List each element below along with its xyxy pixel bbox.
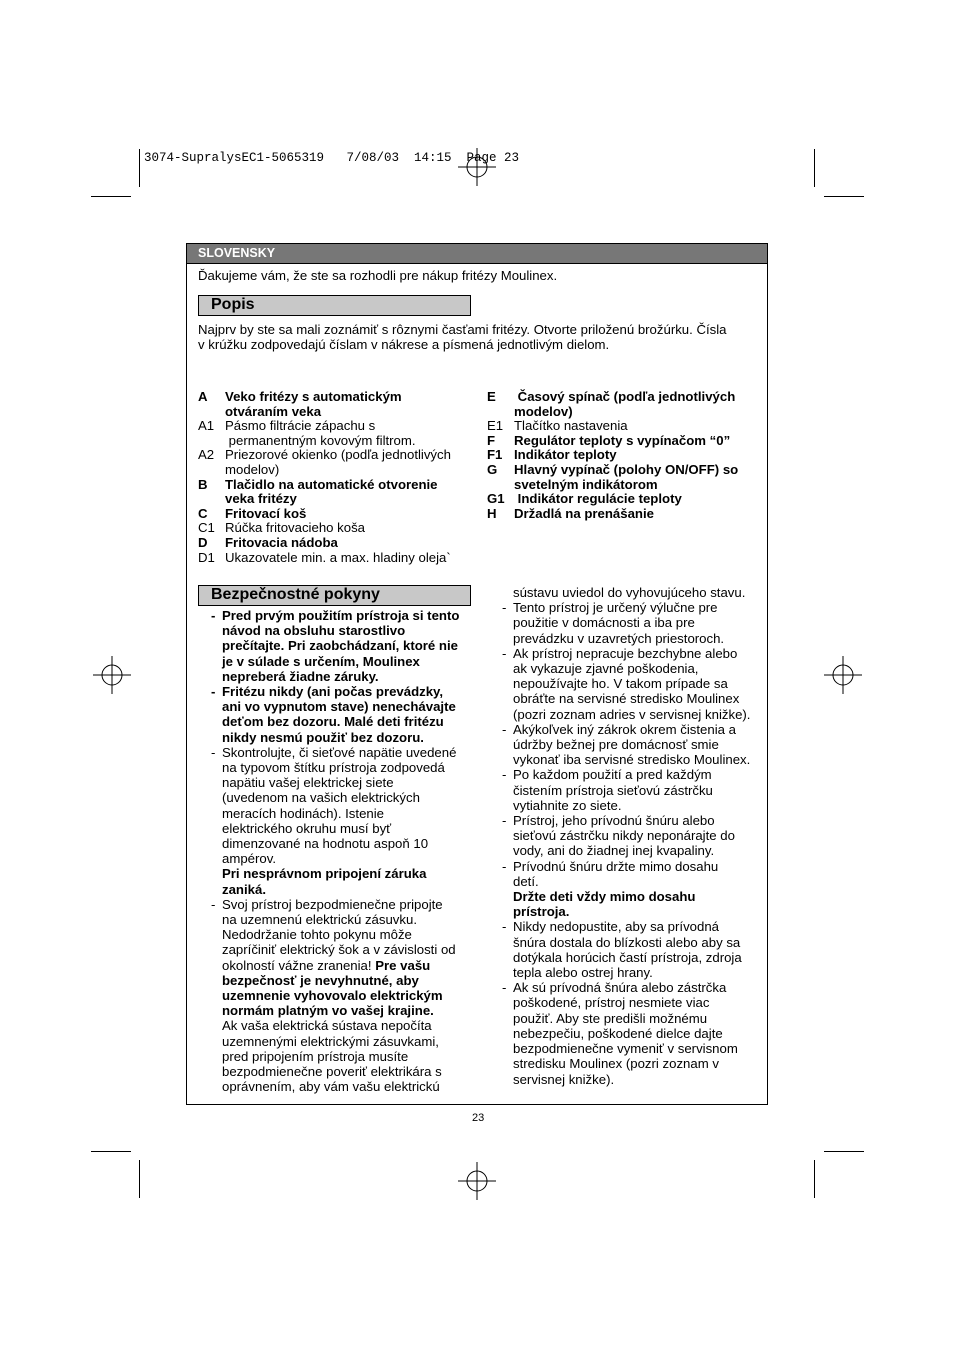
part-label-line: Fritovacia nádoba	[225, 535, 338, 550]
part-label-line: modelov)	[514, 403, 573, 419]
bullet-dash: -	[502, 858, 507, 874]
part-label-line: Priezorové okienko (podľa jednotlivých	[225, 447, 451, 463]
part-label	[514, 434, 730, 449]
safety-item	[502, 919, 764, 980]
parts-list-right	[487, 390, 767, 530]
safety-line: stredisku Moulinex (pozri zoznam v	[513, 1056, 719, 1072]
safety-line: uzemnenými elektrickými zásuvkami,	[222, 1033, 439, 1049]
part-label	[225, 419, 416, 448]
safety-line: je v súlade s určením, Moulinex	[222, 653, 420, 669]
part-key: E1	[487, 418, 504, 434]
safety-item	[502, 813, 764, 859]
safety-line: ampérov.	[222, 851, 276, 867]
safety-line: bezpečnosť je nevyhnutné, aby	[222, 972, 419, 988]
crop-mark	[824, 1151, 864, 1152]
section-heading-safety	[198, 585, 471, 606]
safety-item	[502, 600, 764, 646]
safety-item	[502, 722, 764, 768]
safety-line	[222, 958, 473, 973]
print-slug: 3074-SupralysEC1-5065319 7/08/03 14:15 Page 23	[144, 151, 520, 165]
part-label-line: Tlačidlo na automatické otvorenie	[225, 476, 438, 492]
safety-line: vody, ani do žiadnej inej kvapaliny.	[513, 843, 715, 859]
safety-line: Po každom použití a pred každým	[513, 767, 712, 783]
part-label-line: Indikátor teploty	[514, 447, 617, 463]
bullet-dash: -	[502, 919, 507, 935]
safety-line: uzemnenie vyhovovalo elektrickým	[222, 988, 443, 1004]
safety-line: vykonať iba servisné stredisko Moulinex.	[513, 752, 751, 768]
safety-line: Držte deti vždy mimo dosahu	[513, 889, 696, 905]
crop-mark	[139, 1160, 140, 1198]
paragraph-line: v krúžku zodpovedajú číslam v nákrese a písmená jednotlivým dielom.	[198, 337, 610, 353]
safety-line: bezpodmienečne poveriť elektrikára s	[222, 1064, 442, 1080]
safety-line: servisnej knižke).	[513, 1071, 615, 1087]
part-key: F1	[487, 447, 503, 463]
safety-line: (uvedenom na vašich elektrických	[222, 790, 420, 806]
part-label	[514, 390, 735, 419]
safety-line: Ak vaša elektrická sústava nepočíta	[222, 1018, 432, 1034]
part-key: A	[198, 389, 208, 404]
popis-paragraph	[198, 322, 758, 352]
safety-line: prístroja.	[513, 904, 570, 920]
safety-line: zaniká.	[222, 881, 266, 897]
safety-line: Fritézu nikdy (ani počas prevádzky,	[222, 684, 444, 700]
safety-line: pred pripojením prístroja musíte	[222, 1048, 409, 1064]
safety-column-left	[211, 608, 473, 1095]
section-title: Popis	[211, 296, 255, 313]
safety-line: oprávnením, aby vám vašu elektrickú	[222, 1079, 440, 1095]
safety-line: nebezpečiu, poškodené dielce dajte	[513, 1025, 723, 1041]
safety-item	[211, 973, 473, 1019]
safety-line: prevádzku v uzavretých priestoroch.	[513, 630, 725, 646]
part-key: C	[198, 505, 208, 521]
safety-line: napätiu vašej elektrickej siete	[222, 775, 394, 791]
part-label	[514, 448, 617, 463]
safety-item	[502, 980, 764, 1086]
bullet-dash: -	[502, 600, 507, 616]
safety-line: Ak sú prívodná šnúra alebo zástrčka	[513, 980, 727, 996]
safety-line: Nikdy nedopustite, aby sa prívodná	[513, 919, 719, 935]
safety-item	[502, 585, 764, 600]
safety-line: Ak prístroj nepracuje bezchybne alebo	[513, 645, 738, 661]
part-key: D1	[198, 549, 215, 565]
safety-line: (pozri zoznam adries v servisnej knižke).	[513, 706, 751, 722]
crop-mark	[814, 149, 815, 187]
part-key: G1	[487, 491, 505, 507]
safety-line: na typovom štítku prístroja zodpovedá	[222, 760, 445, 776]
safety-item	[211, 866, 473, 896]
part-label-line: permanentným kovovým filtrom.	[225, 432, 416, 448]
bullet-dash: -	[211, 608, 216, 623]
parts-list-left	[198, 390, 478, 570]
crop-mark	[91, 1151, 131, 1152]
safety-line: Tento prístroj je určený výlučne pre	[513, 600, 718, 616]
part-key: H	[487, 505, 497, 521]
safety-line: Pri nesprávnom pripojení záruka	[222, 866, 427, 882]
part-label	[225, 521, 365, 536]
safety-line: tepla alebo ostrej hrany.	[513, 965, 653, 981]
bullet-dash: -	[502, 813, 507, 829]
safety-line: ak vykazuje zjavné poškodenia,	[513, 661, 699, 677]
part-label-line: Rúčka fritovacieho koša	[225, 520, 366, 536]
safety-line: Akýkoľvek iný zákrok okrem čistenia a	[513, 721, 736, 737]
part-label	[225, 448, 451, 477]
safety-line: normám platným vo vašej krajine.	[222, 1003, 434, 1019]
safety-line: elektrického okruhu musí byť	[222, 820, 392, 836]
safety-line: prečítajte. Pri zaobchádzaní, ktoré nie	[222, 638, 458, 654]
safety-line: detí.	[513, 873, 539, 889]
safety-line: deťom bez dozoru. Malé deti fritézu	[222, 714, 444, 730]
safety-line: zapríčiniť elektrický šok a v závislosti od	[222, 942, 456, 958]
safety-line: nepreberá žiadne záruky.	[222, 668, 379, 684]
safety-line: nepoužívajte ho. V takom prípade sa	[513, 676, 728, 692]
page-number: 23	[472, 1112, 485, 1124]
crop-mark	[824, 196, 864, 197]
safety-text-bold: Pre vašu	[375, 957, 431, 973]
part-label-line: Časový spínač (podľa jednotlivých	[514, 389, 736, 404]
part-label	[514, 507, 654, 522]
part-label-line: Hlavný vypínač (polohy ON/OFF) so	[514, 462, 739, 477]
safety-line: sieťovú zástrčku nikdy neponárajte do	[513, 828, 735, 844]
safety-item	[211, 897, 473, 958]
part-label-line: Tlačítko nastavenia	[514, 418, 628, 434]
safety-column-right	[502, 585, 764, 1087]
crop-mark	[814, 1160, 815, 1198]
safety-line: šnúra dostala do blízkosti alebo aby sa	[513, 934, 741, 950]
safety-line: ani vo vypnutom stave) nenechávajte	[222, 699, 456, 715]
part-label-line: Regulátor teploty s vypínačom “0”	[514, 432, 731, 448]
safety-line: sústavu uviedol do vyhovujúceho stavu.	[513, 585, 746, 600]
part-label	[225, 390, 402, 419]
safety-item	[211, 684, 473, 745]
part-label-line: Pásmo filtrácie zápachu s	[225, 418, 376, 434]
safety-item	[502, 859, 764, 889]
part-label-line: Fritovací koš	[225, 505, 307, 521]
section-title: Bezpečnostné pokyny	[211, 586, 380, 603]
paragraph-line: Najprv by ste sa mali zoznámiť s rôznymi časťami fritézy. Otvorte priloženú brožúrku. Čísla	[198, 322, 727, 337]
safety-line: návod na obsluhu starostlivo	[222, 623, 406, 639]
part-label-line: otváraním veka	[225, 403, 322, 419]
safety-line: čistením prístroja sieťovú zástrčku	[513, 782, 713, 798]
safety-item	[211, 745, 473, 867]
safety-line: Nedodržanie tohto pokynu môže	[222, 927, 412, 943]
part-label	[514, 463, 738, 492]
safety-line: použitie v domácnosti a iba pre	[513, 615, 695, 631]
safety-item	[502, 646, 764, 722]
language-bar	[187, 244, 767, 264]
bullet-dash: -	[502, 645, 507, 661]
part-key: F	[487, 432, 496, 448]
safety-line: bezpodmienečne vymeniť v servisnom	[513, 1041, 738, 1057]
part-label-line: Držadlá na prenášanie	[514, 505, 654, 521]
intro-text: Ďakujeme vám, že ste sa rozhodli pre nákup fritézy Moulinex.	[198, 268, 558, 283]
part-label	[514, 492, 682, 507]
registration-mark-icon	[93, 656, 131, 694]
part-label-line: svetelným indikátorom	[514, 476, 658, 492]
part-label	[225, 507, 306, 522]
safety-line: nikdy nesmú použiť bez dozoru.	[222, 729, 424, 745]
bullet-dash: -	[211, 896, 216, 912]
bullet-dash: -	[211, 744, 216, 760]
safety-line: dotýkala horúcich častí prístroja, zdroja	[513, 949, 742, 965]
part-key: B	[198, 476, 208, 492]
safety-text: okolností vážne zranenia!	[222, 957, 376, 973]
safety-line: obráťte na servisné stredisko Moulinex	[513, 691, 740, 707]
safety-item	[211, 608, 473, 684]
safety-line: Svoj prístroj bezpodmienečne pripojte	[222, 896, 443, 912]
safety-line: dimenzované na hodnotu aspoň 10	[222, 836, 429, 852]
safety-line: použiť. Aby ste predišli možnému	[513, 1010, 708, 1026]
registration-mark-icon	[824, 656, 862, 694]
section-heading-popis	[198, 295, 471, 316]
safety-line: Pred prvým použitím prístroja si tento	[222, 608, 460, 623]
part-key: G	[487, 462, 498, 477]
safety-item	[502, 767, 764, 813]
part-label-line: Ukazovatele min. a max. hladiny oleja`	[225, 549, 451, 565]
registration-mark-icon	[458, 148, 496, 186]
bullet-dash: -	[502, 980, 507, 996]
safety-item	[211, 958, 473, 973]
part-label-line: modelov)	[225, 461, 280, 477]
part-label	[225, 551, 451, 566]
part-key: D	[198, 535, 208, 550]
safety-line: Prívodnú šnúru držte mimo dosahu	[513, 858, 719, 874]
part-label-line: Indikátor regulácie teploty	[514, 491, 682, 507]
safety-line: údržby bežnej pre domácnosť smie	[513, 737, 719, 753]
crop-mark	[91, 196, 131, 197]
safety-line: na uzemnenú elektrickú zásuvku.	[222, 912, 417, 928]
part-label	[514, 419, 628, 434]
safety-line: vytiahnite zo siete.	[513, 797, 622, 813]
safety-item	[211, 1018, 473, 1094]
safety-line: meracích hodinách). Istenie	[222, 805, 384, 821]
crop-mark	[139, 149, 140, 187]
part-label-line: Veko fritézy s automatickým	[225, 389, 402, 404]
part-label	[225, 536, 338, 551]
bullet-dash: -	[502, 767, 507, 783]
bullet-dash: -	[211, 684, 216, 700]
part-label-line: veka fritézy	[225, 491, 297, 507]
part-key: A2	[198, 447, 215, 463]
page-frame	[186, 243, 768, 1105]
part-key: C1	[198, 520, 215, 536]
part-label	[225, 478, 438, 507]
bullet-dash: -	[502, 721, 507, 737]
safety-line: poškodené, prístroj nesmiete viac	[513, 995, 710, 1011]
safety-item	[502, 889, 764, 919]
safety-line: Prístroj, jeho prívodnú šnúru alebo	[513, 813, 715, 829]
language-label: SLOVENSKY	[198, 246, 276, 260]
safety-line: Skontrolujte, či sieťové napätie uvedené	[222, 744, 457, 760]
part-key: E	[487, 389, 496, 404]
registration-mark-icon	[458, 1162, 496, 1200]
part-key: A1	[198, 418, 215, 434]
